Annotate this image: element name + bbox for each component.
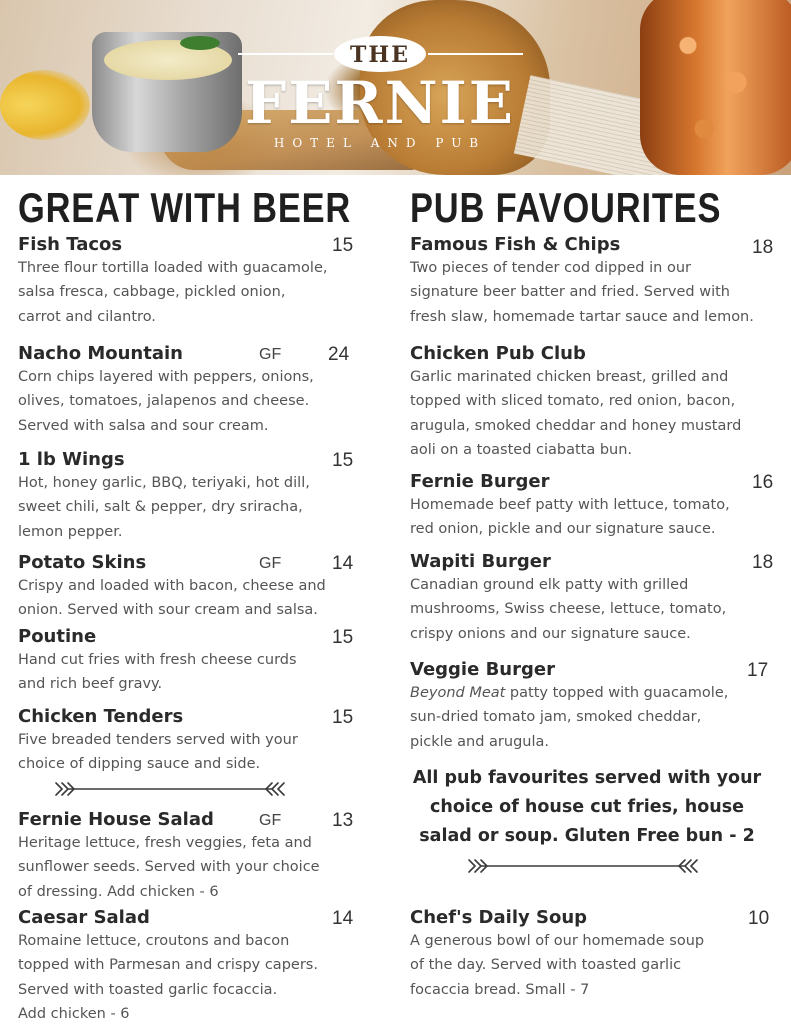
item-price: 13 [332, 810, 354, 831]
header-photo [0, 0, 791, 175]
copper-mug-image [640, 0, 791, 175]
item-name: Chef's Daily Soup [410, 907, 588, 928]
item-description: Five breaded tenders served with your choice of dipping sauce and side. [18, 732, 298, 773]
item-description: Two pieces of tender cod dipped in our signature beer batter and fried. Served with fresh slaw, homemade tartar sauce and lemon. [410, 260, 754, 325]
fernie-logo [230, 30, 530, 160]
lemon-wedge-image [0, 70, 90, 140]
arrow-divider-icon [467, 857, 699, 875]
gluten-free-badge: GF [259, 555, 282, 572]
item-price: 15 [332, 627, 354, 648]
logo-rule-left [238, 53, 333, 55]
item-name: Potato Skins [18, 552, 147, 573]
item-name: Wapiti Burger [410, 551, 551, 572]
item-description: Hand cut fries with fresh cheese curds and rich beef gravy. [18, 652, 297, 693]
item-price: 24 [328, 344, 350, 365]
logo-the: THE [350, 42, 410, 68]
item-price: 17 [747, 660, 769, 681]
item-description: Beyond Meat patty topped with guacamole, sun-dried tomato jam, smoked cheddar, pickle and arugula. [410, 685, 729, 750]
item-name: Poutine [18, 626, 97, 647]
gluten-free-badge: GF [259, 812, 282, 829]
item-name: Famous Fish & Chips [410, 234, 621, 255]
item-name: Fernie Burger [410, 471, 550, 492]
item-name: Fernie House Salad [18, 809, 214, 830]
arrow-divider-icon [54, 780, 286, 798]
item-description: Corn chips layered with peppers, onions, olives, tomatoes, jalapenos and cheese. Served with salsa and sour cream. [18, 369, 314, 434]
herb-garnish-image [180, 36, 220, 50]
item-price: 18 [752, 552, 774, 573]
item-description: Heritage lettuce, fresh veggies, feta and sunflower seeds. Served with your choice of dressing. Add chicken - 6 [18, 835, 320, 900]
logo-tagline: HOTEL AND PUB [273, 136, 487, 150]
item-description: Canadian ground elk patty with grilled mushrooms, Swiss cheese, lettuce, tomato, crispy onions and our signature sauce. [410, 577, 727, 642]
item-name: Caesar Salad [18, 907, 150, 928]
item-price: 15 [332, 235, 354, 256]
item-price: 15 [332, 707, 354, 728]
item-price: 10 [748, 908, 770, 929]
item-description: A generous bowl of our homemade soup of the day. Served with toasted garlic focaccia bread. Small - 7 [410, 933, 705, 998]
item-description: Three flour tortilla loaded with guacamole, salsa fresca, cabbage, pickled onion, carrot and cilantro. [18, 260, 328, 325]
item-name: Fish Tacos [18, 234, 123, 255]
logo-rule-right [428, 53, 523, 55]
item-name: Veggie Burger [410, 659, 555, 680]
item-price: 16 [752, 472, 774, 493]
item-price: 15 [332, 450, 354, 471]
item-price: 18 [752, 237, 774, 258]
gluten-free-badge: GF [259, 346, 282, 363]
pub-favourites-note: All pub favourites served with your choice of house cut fries, house salad or soup. Gluten Free bun - 2 [412, 768, 762, 846]
item-description: Garlic marinated chicken breast, grilled and topped with sliced tomato, red onion, bacon, arugula, smoked cheddar and honey mustard aoli on a toasted ciabatta bun. [410, 369, 742, 458]
logo-wordmark: FERNIE [245, 69, 515, 137]
item-description: Homemade beef patty with lettuce, tomato, red onion, pickle and our signature sauce. [410, 497, 730, 538]
item-name: Nacho Mountain [18, 343, 183, 364]
section-title-great-with-beer: GREAT WITH BEER [18, 184, 352, 231]
item-name: Chicken Tenders [18, 706, 184, 727]
item-name: Chicken Pub Club [410, 343, 586, 364]
item-description: Crispy and loaded with bacon, cheese and onion. Served with sour cream and salsa. [18, 578, 326, 619]
item-name: 1 lb Wings [18, 449, 125, 470]
item-price: 14 [332, 908, 354, 929]
item-description: Hot, honey garlic, BBQ, teriyaki, hot dill, sweet chili, salt & pepper, dry sriracha, lemon pepper. [18, 475, 310, 540]
item-price: 14 [332, 553, 354, 574]
section-title-pub-favourites: PUB FAVOURITES [410, 184, 722, 231]
item-description: Romaine lettuce, croutons and bacon topped with Parmesan and crispy capers. Served with toasted garlic focaccia. Add chicken - 6 [18, 933, 318, 1022]
